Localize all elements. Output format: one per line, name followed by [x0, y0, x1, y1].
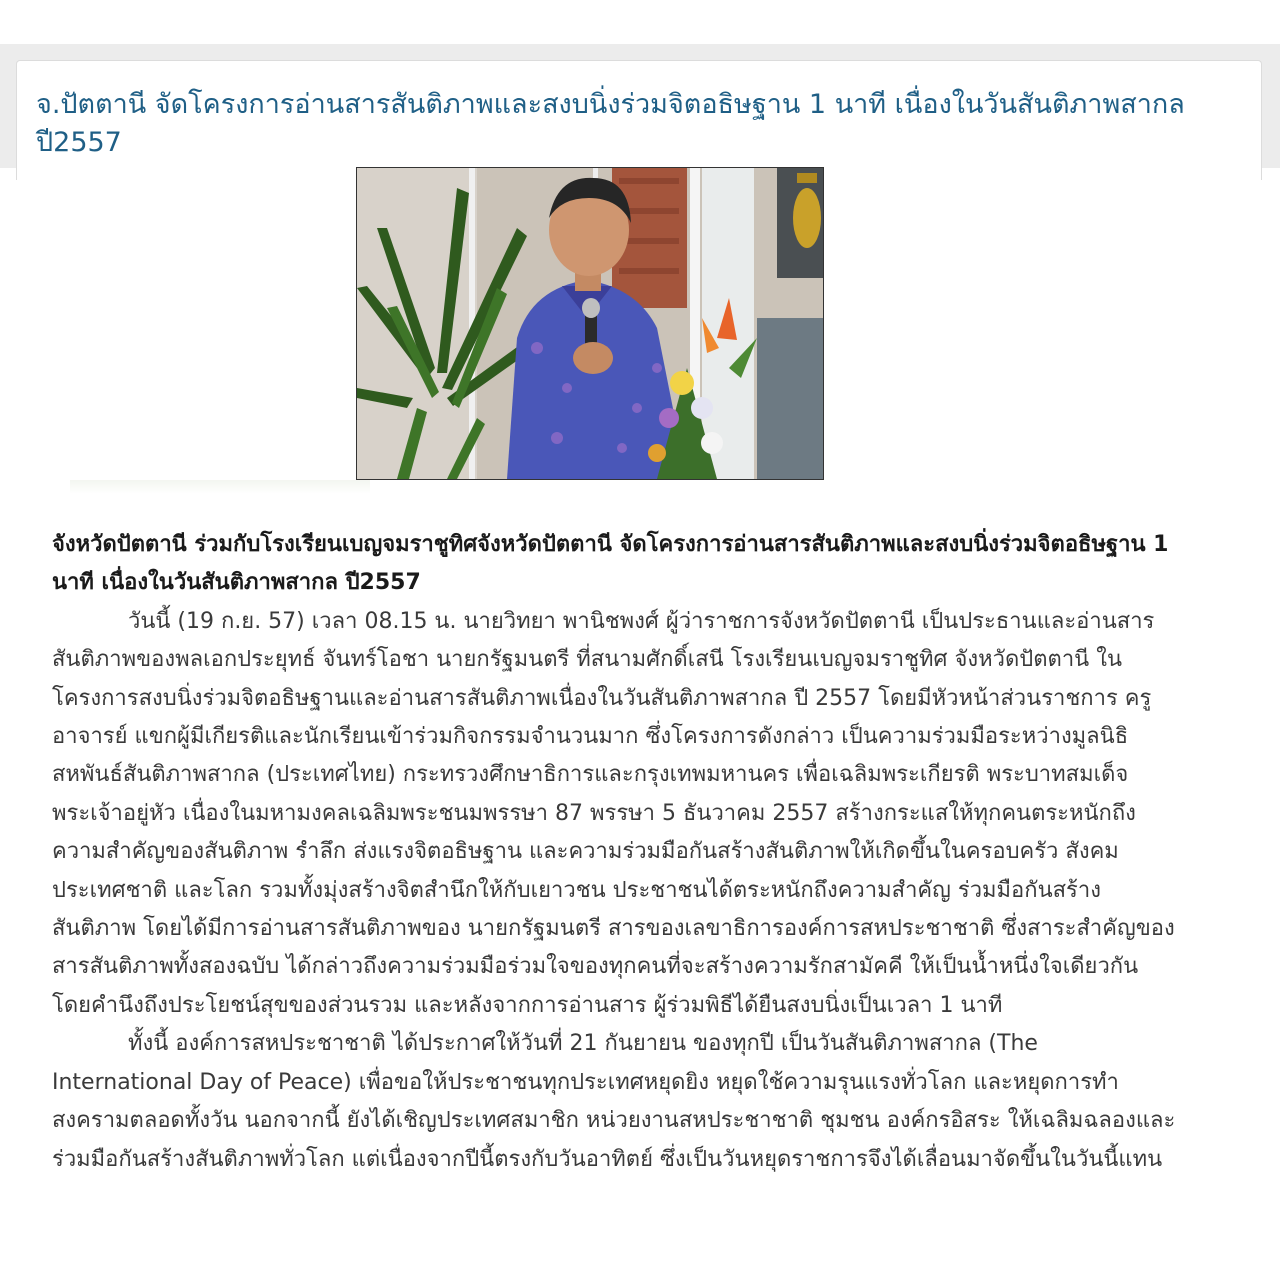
top-strip: [0, 0, 1280, 44]
photo-illustration: [357, 168, 823, 479]
article-paragraph-1: วันนี้ (19 ก.ย. 57) เวลา 08.15 น. นายวิทยา พานิชพงศ์ ผู้ว่าราชการจังหวัดปัตตานี เป็นประธานและอ่านสารสันติภาพของพลเอกประยุทธ์ จันทร์โอชา นายกรัฐมนตรี ที่สนามศักดิ์เสนี โรงเรียนเบญจมราชูทิศ จังหวัดปัตตานี ในโครงการสงบนิ่งร่วมจิตอธิษฐานและอ่านสารสันติภาพเนื่องในวันสันติภาพสากล ปี 2557 โดยมีหัวหน้าส่วนราชการ ครูอาจารย์ แขกผู้มีเกียรติและนักเรียนเข้าร่วมกิจกรรมจำนวนมาก ซึ่งโครงการดังกล่าว เป็นความร่วมมือระหว่างมูลนิธิสหพันธ์สันติภาพสากล (ประเทศไทย) กระทรวงศึกษาธิการและกรุงเทพมหานคร เพื่อเฉลิมพระเกียรติ พระบาทสมเด็จพระเจ้าอยู่หัว เนื่องในมหามงคลเฉลิมพระชนมพรรษา 87 พรรษา 5 ธันวาคม 2557 สร้างกระแสให้ทุกคนตระหนักถึงความสำคัญของสันติภาพ รำลึก ส่งแรงจิตอธิษฐาน และความร่วมมือกันสร้างสันติภาพให้เกิดขึ้นในครอบครัว สังคม ประเทศชาติ และโลก รวมทั้งมุ่งสร้างจิตสำนึกให้กับเยาวชน ประชาชนได้ตระหนักถึงความสำคัญ ร่วมมือกันสร้างสันติภาพ โดยได้มีการอ่านสารสันติภาพของ นายกรัฐมนตรี สารของเลขาธิการองค์การสหประชาชาติ ซึ่งสาระสำคัญของสารสันติภาพทั้งสองฉบับ ได้กล่าวถึงความร่วมมือร่วมใจของทุกคนที่จะสร้างความรักสามัคคี ให้เป็นน้ำหนึ่งใจเดียวกัน โดยคำนึงถึงประโยชน์สุขของส่วนรวม และหลังจากการอ่านสาร ผู้ร่วมพิธีได้ยืนสงบนิ่งเป็นเวลา 1 นาที: [52, 608, 1175, 1018]
article-paragraph-2: ทั้งนี้ องค์การสหประชาชาติ ได้ประกาศให้วันที่ 21 กันยายน ของทุกปี เป็นวันสันติภาพสากล (The International Day of Peace) เพื่อขอให้ประชาชนทุกประเทศหยุดยิง หยุดใช้ความรุนแรงทั่วโลก และหยุดการทำสงครามตลอดทั้งวัน นอกจากนี้ ยังได้เชิญประเทศสมาชิก หน่วยงานสหประชาชาติ ชุมชน องค์กรอิสระ ให้เฉลิมฉลองและร่วมมือกันสร้างสันติภาพทั่วโลก แต่เนื่องจากปีนี้ตรงกับวันอาทิตย์ ซึ่งเป็นวันหยุดราชการจึงได้เลื่อนมาจัดขึ้นในวันนี้แทน: [52, 1031, 1176, 1172]
article-title[interactable]: จ.ปัตตานี จัดโครงการอ่านสารสันติภาพและสงบนิ่งร่วมจิตอธิษฐาน 1 นาที เนื่องในวันสันติภาพสากล ปี2557: [36, 89, 1185, 158]
photo-caption-shadow: [70, 480, 370, 494]
article-photo[interactable]: [356, 167, 824, 480]
article-lead: จังหวัดปัตตานี ร่วมกับโรงเรียนเบญจมราชูทิศจังหวัดปัตตานี จัดโครงการอ่านสารสันติภาพและสงบนิ่งร่วมจิตอธิษฐาน 1 นาที เนื่องในวันสันติภาพสากล ปี2557: [52, 532, 1169, 596]
article-body: [52, 526, 1182, 1179]
